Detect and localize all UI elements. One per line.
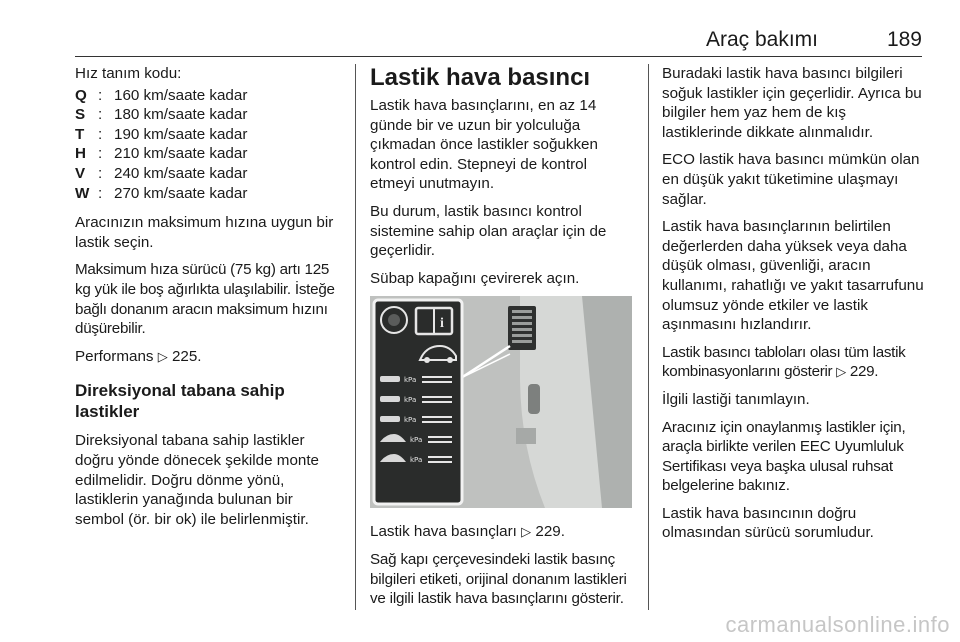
- speed-code-row: [75, 144, 247, 164]
- door-frame-label-figure: [370, 296, 632, 508]
- speed-code-code: Q: [75, 86, 87, 104]
- pressure-effect-text: Lastik hava basınçlarının belirtilen değerlerden daha yüksek veya daha düşük olması, güvenliği, aracın kullanımı, rahatlığı ve yakıt tasarrufunu olumsuz yönde etkiler ve lastik aşınmasını hızlandırır.: [662, 218, 924, 334]
- pressure-ref-text: Lastik hava basınçları: [370, 523, 517, 541]
- svg-text:kPa: kPa: [404, 376, 417, 385]
- page-header: [75, 26, 922, 57]
- column-divider-right: [648, 64, 649, 610]
- speed-code-row: [75, 164, 247, 184]
- performance-ref-text: Performans: [75, 347, 154, 365]
- pressure-check-text: Lastik hava basınçlarını, en az 14 günde bir ve uzun bir yolculuğa çıkmadan önce lastikler soğukken kontrol edin. Stepneyi de kontrol etmeyi unutmayın.: [370, 97, 598, 193]
- eco-pressure-text: ECO lastik hava basıncı mümkün olan en düşük yakıt tüketimine ulaşmayı sağlar.: [662, 151, 920, 208]
- identify-tyre-text: İlgili lastiği tanımlayın.: [662, 390, 810, 408]
- speed-code-value: 210 km/saate kadar: [114, 145, 248, 163]
- speed-code-sep: :: [98, 125, 103, 143]
- column-middle: [370, 64, 632, 617]
- pressure-system-text: Bu durum, lastik basıncı kontrol sistemine sahip olan araçlar için de geçerlidir.: [370, 202, 607, 260]
- speed-code-row: [75, 184, 247, 204]
- pressure-tables-page-link[interactable]: 229.: [849, 363, 879, 381]
- driver-responsibility-text: Lastik hava basıncının doğru olmasından sürücü sorumludur.: [662, 504, 874, 542]
- speed-code-code: H: [75, 145, 86, 163]
- pressure-tables-text: Lastik basıncı tabloları olası tüm lastik kombinasyonlarını gösterir: [662, 343, 906, 381]
- speed-code-code: V: [75, 164, 86, 182]
- speed-intro: Hız tanım kodu:: [75, 65, 182, 82]
- page-ref-arrow-icon: ▷: [836, 364, 846, 380]
- column-right: [662, 64, 930, 551]
- speed-code-table: [75, 86, 247, 204]
- tyre-pressure-heading: Lastik hava basıncı: [370, 64, 591, 91]
- speed-code-sep: :: [98, 145, 103, 163]
- performance-page-link[interactable]: 225.: [171, 347, 202, 365]
- pressure-page-link[interactable]: 229.: [535, 523, 565, 541]
- speed-code-value: 190 km/saate kadar: [114, 125, 248, 143]
- column-divider-left: [355, 64, 356, 610]
- performance-ref: [75, 347, 343, 367]
- door-frame-illustration: [370, 296, 632, 508]
- svg-text:i: i: [440, 316, 444, 332]
- page-number: 189: [886, 28, 922, 51]
- speed-code-row: [75, 86, 247, 106]
- page-ref-arrow-icon: ▷: [521, 524, 532, 540]
- svg-text:kPa: kPa: [404, 396, 417, 405]
- speed-code-value: 160 km/saate kadar: [114, 86, 248, 104]
- speed-code-code: S: [75, 106, 86, 124]
- column-left: [75, 64, 343, 537]
- pressure-ref: [370, 522, 632, 542]
- chapter-title: Araç bakımı: [705, 28, 818, 51]
- speed-code-sep: :: [98, 184, 103, 202]
- cold-tyre-text: Buradaki lastik hava basıncı bilgileri soğuk lastikler için geçerlidir. Ayrıca bu bilgiler hem yaz hem de kış lastiklerinde dikkate alınmalıdır.: [662, 65, 922, 141]
- directional-tyres-heading: Direksiyonal tabana sahip lastikler: [75, 381, 285, 422]
- speed-code-value: 180 km/saate kadar: [114, 106, 248, 124]
- speed-advice: Aracınızın maksimum hızına uygun bir lastik seçin.: [75, 214, 334, 251]
- door-latch: [528, 384, 540, 414]
- directional-tyres-text: Direksiyonal tabana sahip lastikler doğru yönde dönecek şekilde monte edilmelidir. Doğru dönme yönü, lastiklerin yanağında bulunan bir sembol (ör. bir ok) ile belirlenmiştir.: [75, 432, 320, 528]
- speed-code-code: T: [75, 125, 85, 143]
- door-label-text: Sağ kapı çerçevesindeki lastik basınç bilgileri etiketi, orijinal donanım lastikleri ve ilgili lastik hava basınçlarını gösterir.: [370, 550, 627, 608]
- svg-text:kPa: kPa: [410, 436, 423, 445]
- speed-code-sep: :: [98, 164, 103, 182]
- speed-code-code: W: [75, 184, 90, 202]
- speed-code-value: 240 km/saate kadar: [114, 164, 248, 182]
- approved-tyres-text: Aracınız için onaylanmış lastikler için, araçla birlikte verilen EEC Uyumluluk Sertifikası veya başka ulusal ruhsat belgelerine bakınız.: [662, 418, 906, 495]
- svg-text:kPa: kPa: [404, 416, 417, 425]
- speed-code-row: [75, 105, 247, 125]
- site-watermark: carmanualsonline.info: [725, 612, 950, 637]
- valve-cap-text: Sübap kapağını çevirerek açın.: [370, 269, 580, 287]
- speed-code-sep: :: [98, 86, 103, 104]
- speed-code-row: [75, 125, 247, 145]
- page-ref-arrow-icon: ▷: [157, 348, 168, 364]
- pressure-tables-ref: [662, 343, 930, 382]
- max-speed-note: Maksimum hıza sürücü (75 kg) artı 125 kg yük ile boş ağırlıkta ulaşılabilir. İsteğe bağlı donanım aracın maksimum hızını düşürebilir.: [75, 261, 335, 338]
- svg-text:kPa: kPa: [410, 456, 423, 465]
- speed-code-value: 270 km/saate kadar: [114, 184, 248, 202]
- speed-code-sep: :: [98, 106, 103, 124]
